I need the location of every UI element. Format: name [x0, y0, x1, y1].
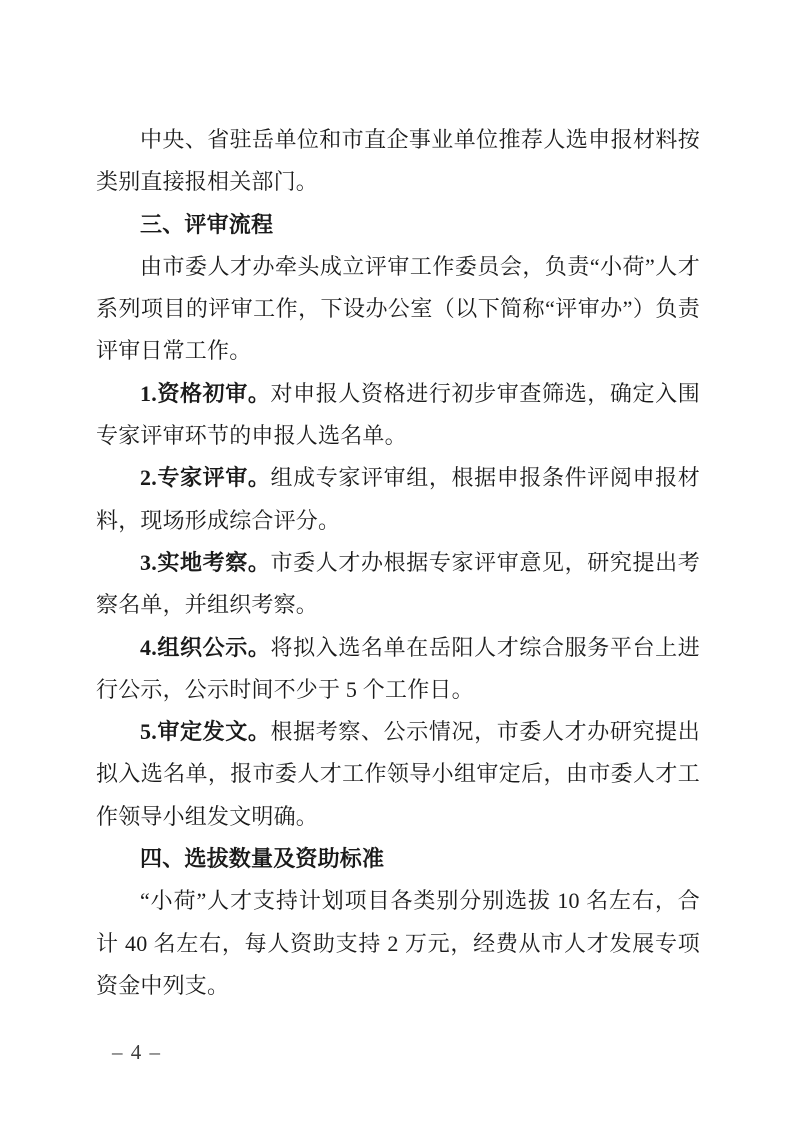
paragraph-text: 对申报人资格进行初步审查筛选，确定入围专家评审环节的申报人选名单。 [96, 380, 700, 449]
paragraph-lead: 2.专家评审。 [140, 465, 271, 491]
paragraph-text: “小荷”人才支持计划项目各类别分别选拔 10 名左右，合计 40 名左右，每人资助支持 2 万元，经费从市人才发展专项资金中列支。 [96, 888, 700, 998]
paragraph [96, 373, 700, 458]
paragraph-text: 组成专家评审组，根据申报条件评阅申报材料，现场形成综合评分。 [96, 465, 700, 533]
section-heading-text: 三、评审流程 [140, 211, 274, 237]
section-heading-text: 四、选拔数量及资助标准 [140, 846, 385, 872]
paragraph [96, 880, 700, 1007]
paragraph [96, 119, 700, 204]
page-number: – 4 – [112, 1040, 162, 1064]
document-body [96, 119, 700, 1007]
paragraph-text: 由市委人才办牵头成立评审工作委员会，负责“小荷”人才系列项目的评审工作，下设办公室（以下简称“评审办”）负责评审日常工作。 [96, 253, 700, 364]
paragraph [96, 457, 700, 542]
paragraph-text: 市委人才办根据专家评审意见，研究提出考察名单，并组织考察。 [96, 549, 700, 618]
paragraph-text: 中央、省驻岳单位和市直企事业单位推荐人选申报材料按类别直接报相关部门。 [96, 127, 700, 195]
section-heading [96, 838, 700, 880]
paragraph [96, 711, 700, 838]
paragraph-lead: 5.审定发文。 [140, 719, 271, 745]
paragraph-text: 将拟入选名单在岳阳人才综合服务平台上进行公示，公示时间不少于 5 个工作日。 [96, 634, 700, 702]
paragraph [96, 246, 700, 373]
paragraph [96, 542, 700, 627]
paragraph-lead: 3.实地考察。 [140, 549, 271, 575]
paragraph [96, 627, 700, 712]
paragraph-text: 根据考察、公示情况，市委人才办研究提出拟入选名单，报市委人才工作领导小组审定后，由市委人才工作领导小组发文明确。 [96, 719, 700, 829]
paragraph-lead: 4.组织公示。 [140, 634, 271, 660]
paragraph-lead: 1.资格初审。 [140, 380, 271, 406]
section-heading [96, 204, 700, 246]
